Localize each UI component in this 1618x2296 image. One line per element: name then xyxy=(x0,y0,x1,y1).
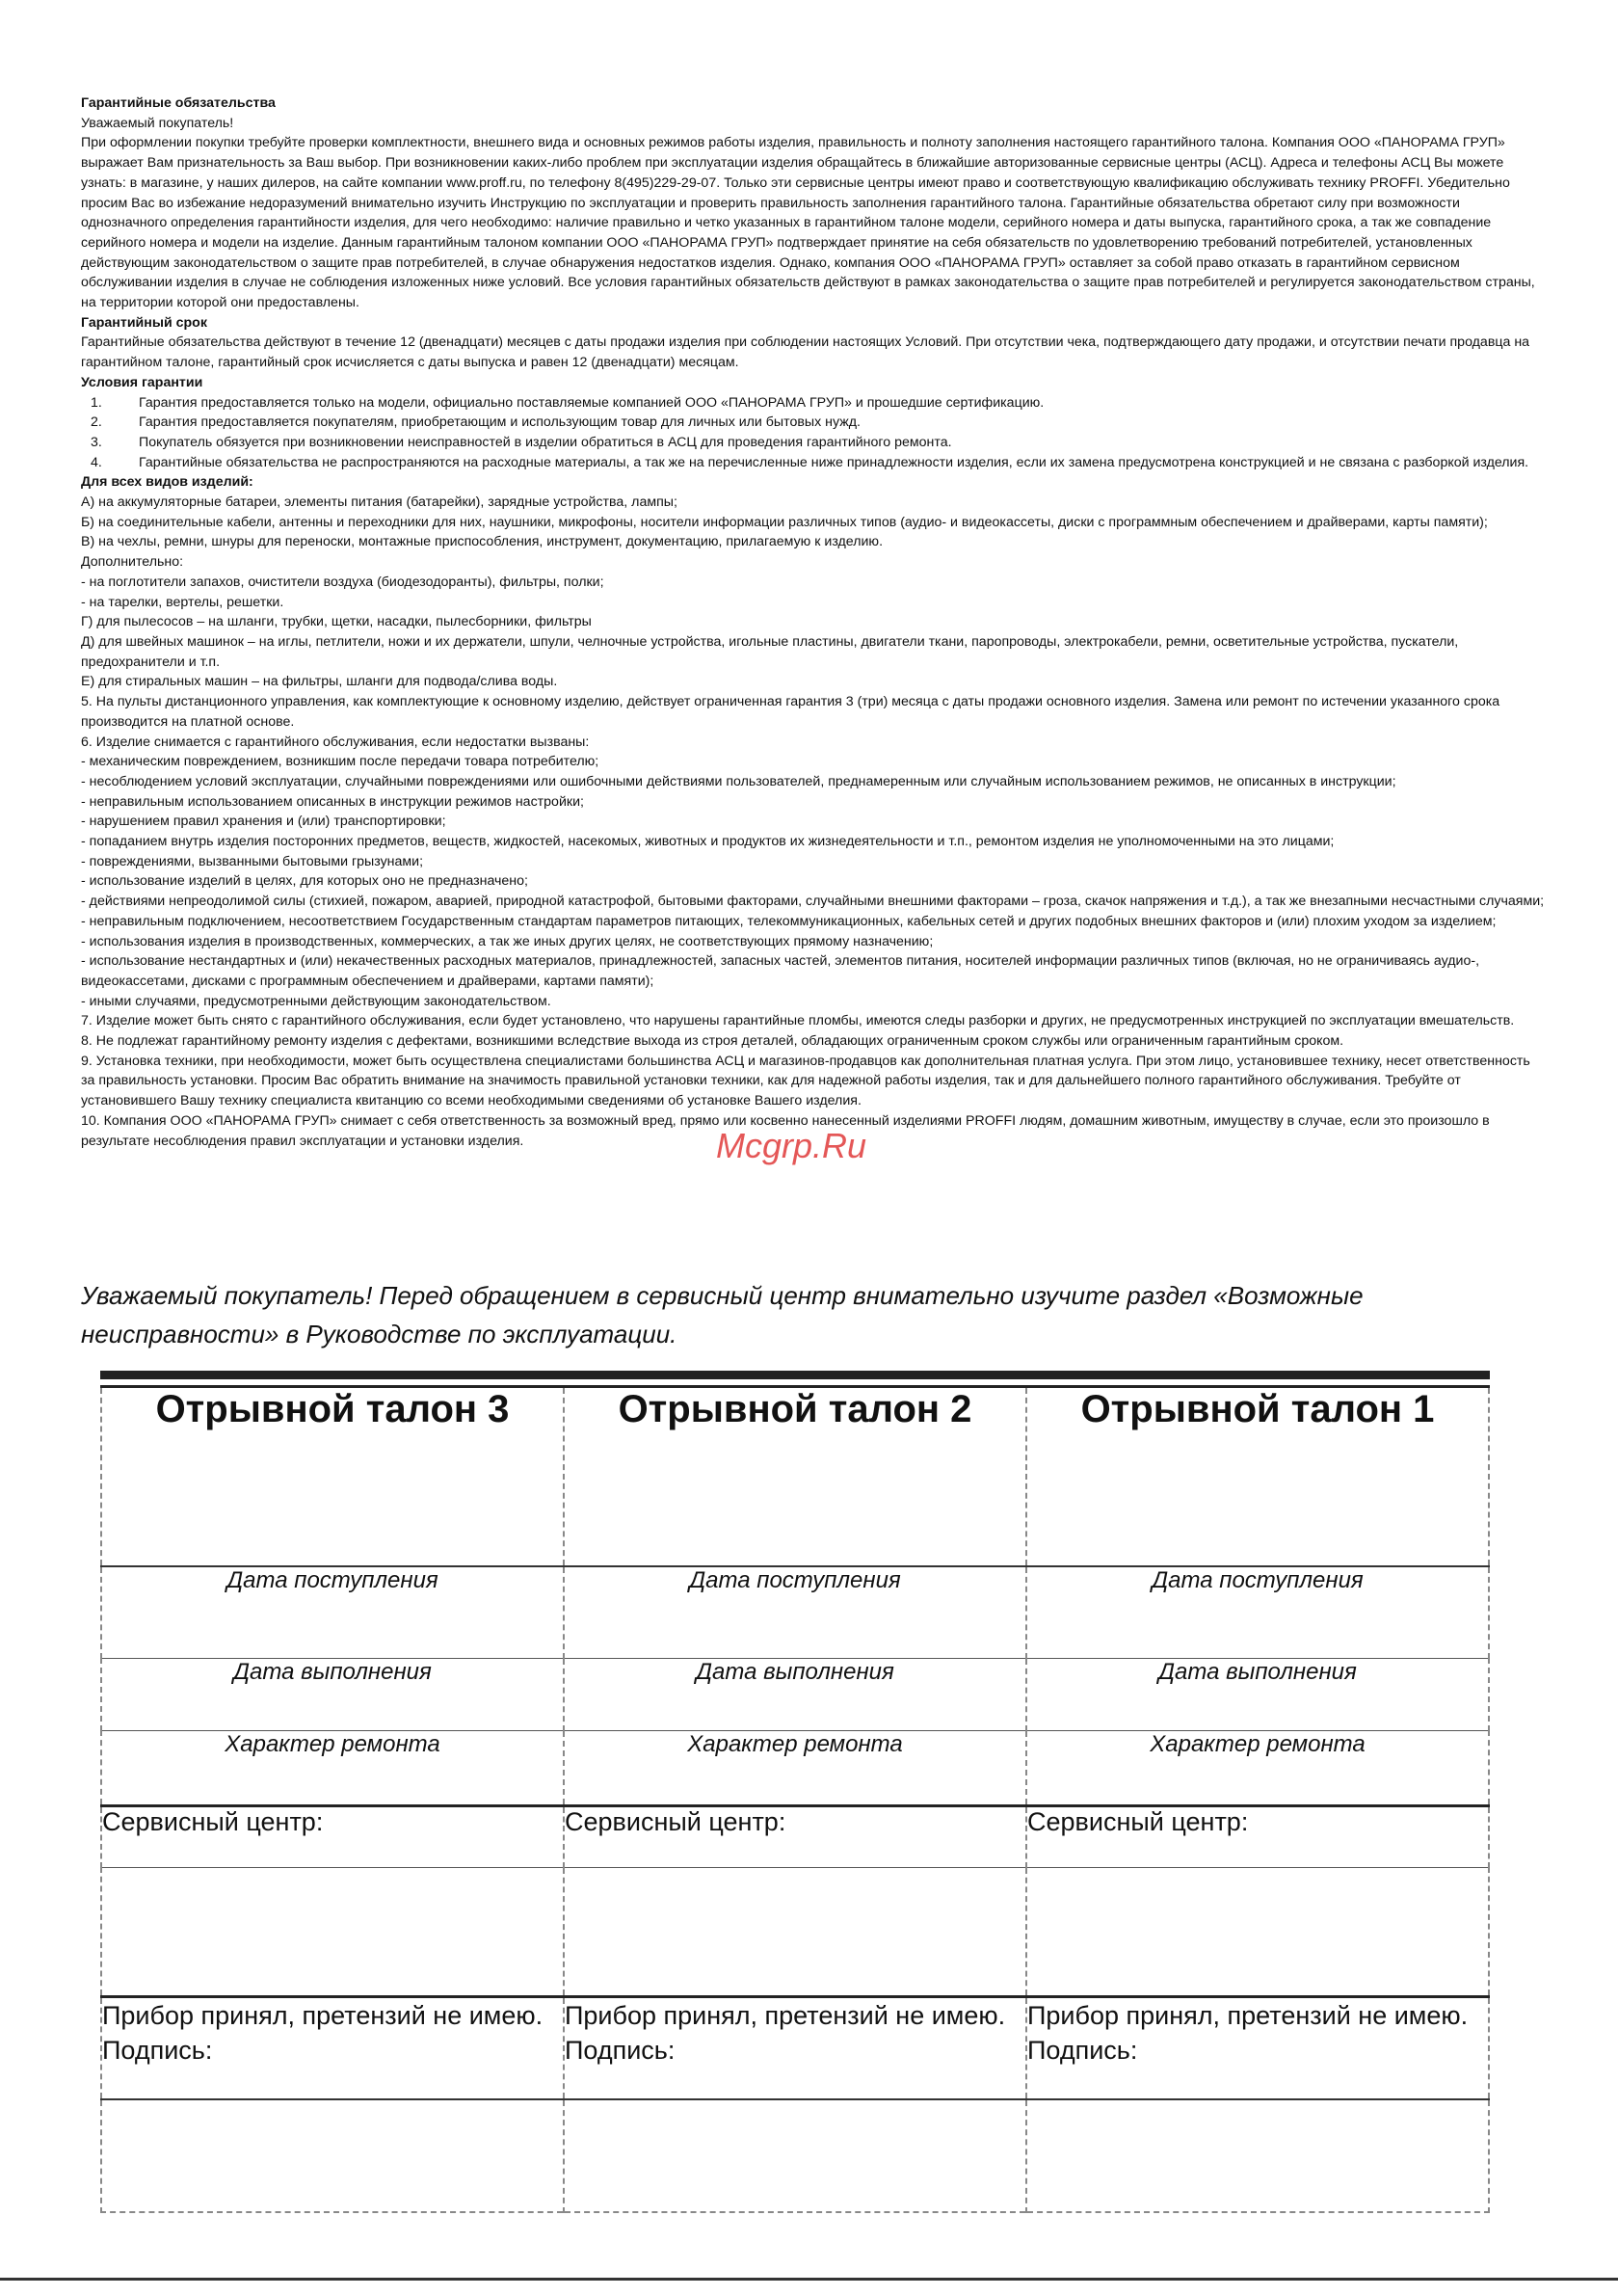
terms-line: - неправильным подключением, несоответствием Государственным стандартам параметров питающих, телекоммуникационных, кабельных сетей и других подобных внешних факторов и (или) плохим уходом за изделием; xyxy=(81,913,1497,929)
page-bottom-rule xyxy=(0,2278,1618,2281)
terms-line: - на тарелки, вертелы, решетки. xyxy=(81,594,284,610)
coupon-2-title: Отрывной талон 2 xyxy=(564,1388,1026,1566)
terms-line: - иными случаями, предусмотренными действующим законодательством. xyxy=(81,993,551,1009)
coupon-3-service-field[interactable] xyxy=(101,1868,564,1997)
terms-line: 5. На пульты дистанционного управления, как комплектующие к основному изделию, действует ограниченная гарантия 3 (три) месяца с даты продажи основного изделия. Замена или ремонт по истечении указанного срока производится на платной основе. xyxy=(81,694,1500,730)
coupon-1-repair-type: Характер ремонта xyxy=(1026,1731,1489,1806)
terms-line: Е) для стиральных машин – на фильтры, шланги для подвода/слива воды. xyxy=(81,674,558,690)
condition-text: Гарантия предоставляется покупателям, приобретающим и использующим товар для личных или бытовых нужд. xyxy=(139,414,861,431)
terms-line: 9. Установка техники, при необходимости, может быть осуществлена специалистами большинства АСЦ и магазинов-продавцов как дополнительная платная услуга. При этом лицо, установившее технику, несет ответственность за правильность установки. Просим Вас обратить внимание на значимость правильной установки техники, как для надежной работы изделия, так и для дальнейшего полного гарантийного обслуживания. Требуйте от установившего Вашу технику специалиста квитанцию со всеми необходимыми сведениями об установке Вашего изделия. xyxy=(81,1053,1530,1109)
coupon-2-date-received: Дата поступления xyxy=(564,1566,1026,1659)
coupons-top-divider xyxy=(100,1379,1490,1388)
condition-number: 4. xyxy=(91,454,102,470)
terms-line: - нарушением правил хранения и (или) транспортировки; xyxy=(81,814,446,830)
tear-off-coupons xyxy=(100,1371,1490,2213)
warranty-terms xyxy=(81,93,1546,1151)
condition-number: 1. xyxy=(91,394,102,411)
terms-line: - механическим повреждением, возникшим после передачи товара потребителю; xyxy=(81,754,599,770)
condition-item xyxy=(81,393,1546,414)
terms-line: В) на чехлы, ремни, шнуры для переноски, монтажные приспособления, инструмент, документацию, прилагаемую к изделию. xyxy=(81,534,884,550)
terms-line: - попаданием внутрь изделия посторонних предметов, веществ, жидкостей, насекомых, животных и продуктов их жизнедеятельности и т.п., ремонтом изделия не уполномоченными на это лицами; xyxy=(81,834,1335,850)
coupon-3-signature-field[interactable] xyxy=(101,2099,564,2212)
condition-item xyxy=(81,453,1546,473)
coupon-3-repair-type: Характер ремонта xyxy=(101,1731,564,1806)
terms-lines xyxy=(81,493,1546,1151)
condition-text: Покупатель обязуется при возникновении неисправностей в изделии обратиться в АСЦ для проведения гарантийного ремонта. xyxy=(139,434,952,450)
coupon-3-date-received: Дата поступления xyxy=(101,1566,564,1659)
terms-line: - на поглотители запахов, очистители воздуха (биодезодоранты), фильтры, полки; xyxy=(81,574,604,590)
terms-line: - использование изделий в целях, для которых оно не предназначено; xyxy=(81,873,528,890)
terms-line: - неправильным использованием описанных в инструкции режимов настройки; xyxy=(81,793,584,810)
terms-line: Дополнительно: xyxy=(81,554,184,571)
customer-notice: Уважаемый покупатель! Перед обращением в сервисный центр внимательно изучите раздел «Возможные неисправности» в Руководстве по эксплуатации. xyxy=(81,1281,1364,1348)
terms-line: Б) на соединительные кабели, антенны и переходники для них, наушники, микрофоны, носители информации различных типов (аудио- и видеокассеты, диски с программным обеспечением и драйверами, карты памяти); xyxy=(81,514,1488,530)
condition-item xyxy=(81,413,1546,433)
coupon-1-signature-label: Прибор принял, претензий не имею. Подпись: xyxy=(1026,1997,1489,2100)
terms-line: 6. Изделие снимается с гарантийного обслуживания, если недостатки вызваны: xyxy=(81,734,590,750)
terms-greeting: Уважаемый покупатель! xyxy=(81,115,234,131)
terms-line: 10. Компания ООО «ПАНОРАМА ГРУП» снимает с себя ответственность за возможный вред, прямо или косвенно нанесенный изделиями PROFFI людям, домашним животным, имуществу в случае, если это произошло в результате несоблюдения правил эксплуатации и установки изделия. xyxy=(81,1112,1490,1149)
coupon-1-title: Отрывной талон 1 xyxy=(1026,1388,1489,1566)
coupon-1-date-completed: Дата выполнения xyxy=(1026,1659,1489,1731)
coupon-2-signature-label: Прибор принял, претензий не имею. Подпись: xyxy=(564,1997,1026,2100)
warranty-period-text: Гарантийные обязательства действуют в течение 12 (двенадцати) месяцев с даты продажи изделия при соблюдении настоящих Условий. При отсутствии чека, подтверждающего дату продажи, и отсутствии печати продавца на гарантийном талоне, гарантийный срок исчисляется с даты выпуска и равен 12 (двенадцати) месяцам. xyxy=(81,334,1530,371)
terms-line: - действиями непреодолимой силы (стихией, пожаром, аварией, природной катастрофой, бытовыми факторами, случайными внешними факторами – гроза, скачок напряжения и т.д.), а так же внезапными несчастными случаями; xyxy=(81,894,1545,910)
terms-line: 8. Не подлежат гарантийному ремонту изделия с дефектами, возникшими вследствие выхода из строя деталей, обладающих ограниченным сроком службы или ограниченным гарантийным сроком. xyxy=(81,1033,1344,1050)
terms-line: - использование нестандартных и (или) некачественных расходных материалов, принадлежностей, запасных частей, элементов питания, носителей информации различных типов (включая, но не ограничиваясь аудио-, видеокассетами, дисками с программным обеспечением и драйверами, картами памяти); xyxy=(81,953,1480,989)
condition-item xyxy=(81,433,1546,453)
terms-line: - несоблюдением условий эксплуатации, случайными повреждениями или ошибочными действиями пользователей, преднамеренным или случайным использованием режимов, не описанных в инструкции; xyxy=(81,773,1396,789)
condition-number: 3. xyxy=(91,434,102,450)
condition-text: Гарантия предоставляется только на модели, официально поставляемые компанией ООО «ПАНОРАМА ГРУП» и прошедшие сертификацию. xyxy=(139,394,1045,411)
terms-line: Г) для пылесосов – на шланги, трубки, щетки, насадки, пылесборники, фильтры xyxy=(81,614,592,630)
coupon-3-signature-label: Прибор принял, претензий не имею. Подпись: xyxy=(101,1997,564,2100)
watermark: Mcgrp.Ru xyxy=(716,1126,867,1165)
conditions-list xyxy=(81,393,1546,473)
coupon-1-signature-field[interactable] xyxy=(1026,2099,1489,2212)
terms-intro: При оформлении покупки требуйте проверки комплектности, внешнего вида и основных режимов работы изделия, правильность и полноту заполнения настоящего гарантийного талона. Компания ООО «ПАНОРАМА ГРУП» выражает Вам признательность за Ваш выбор. При возникновении каких-либо проблем при эксплуатации изделия обращайтесь в ближайшие авторизованные сервисные центры (АСЦ). Адреса и телефоны АСЦ Вы можете узнать: в магазине, у наших дилеров, на сайте компании www.proff.ru, по телефону 8(495)229-29-07. Только эти сервисные центры имеют право и соответствующую квалификацию обслуживать технику PROFFI. Убедительно просим Вас во избежание недоразумений внимательно изучить Инструкцию по эксплуатации и проверить правильность заполнения гарантийного талона. Гарантийные обязательства обретают силу при возможности однозначного определения гарантийности изделия, для чего необходимо: наличие правильно и четко указанных в гарантийном талоне модели, серийного номера и даты выпуска, гарантийного срока, а так же совпадение серийного номера и модели на изделие. Данным гарантийным талоном компании ООО «ПАНОРАМА ГРУП» подтверждает принятие на себя обязательств по удовлетворению требований потребителей, установленных действующим законодательством о защите прав потребителей, в случае обнаружения недостатков изделия. Однако, компания ООО «ПАНОРАМА ГРУП» оставляет за собой право отказать в гарантийном сервисном обслуживании изделия в случае не соблюдения изложенных ниже условий. Все условия гарантийных обязательств действуют в рамках законодательства о защите прав потребителей и регулируется законодательством страны, на территории которой они предоставлены. xyxy=(81,135,1535,311)
condition-number: 2. xyxy=(91,414,102,431)
terms-line: - использования изделия в производственных, коммерческих, а так же иных других целях, не соответствующих прямому назначению; xyxy=(81,933,934,949)
terms-title: Гарантийные обязательства xyxy=(81,95,276,111)
coupon-3-service-center: Сервисный центр: xyxy=(101,1806,564,1868)
terms-line: 7. Изделие может быть снято с гарантийного обслуживания, если будет установлено, что нарушены гарантийные пломбы, имеются следы разборки и других, не предусмотренных инструкцией по эксплуатации вмешательств. xyxy=(81,1013,1515,1029)
terms-line: А) на аккумуляторные батареи, элементы питания (батарейки), зарядные устройства, лампы; xyxy=(81,494,677,511)
coupon-3-date-completed: Дата выполнения xyxy=(101,1659,564,1731)
coupon-2-signature-field[interactable] xyxy=(564,2099,1026,2212)
coupon-table xyxy=(100,1388,1490,2213)
coupon-2-service-center: Сервисный центр: xyxy=(564,1806,1026,1868)
condition-text: Гарантийные обязательства не распространяются на расходные материалы, а так же на перечисленные ниже принадлежности изделия, если их замена предусмотрена конструкцией и не связана с разборкой изделия. xyxy=(139,454,1529,470)
coupon-3-title: Отрывной талон 3 xyxy=(101,1388,564,1566)
coupon-1-service-center: Сервисный центр: xyxy=(1026,1806,1489,1868)
all-types-title: Для всех видов изделий: xyxy=(81,474,253,491)
coupon-1-service-field[interactable] xyxy=(1026,1868,1489,1997)
terms-line: Д) для швейных машинок – на иглы, петлители, ножи и их держатели, шпули, челночные устройства, игольные пластины, двигатели ткани, паропроводы, электрокабели, ремни, осветительные устройства, пускатели, предохранители и т.п. xyxy=(81,633,1459,670)
warranty-period-title: Гарантийный срок xyxy=(81,314,207,331)
coupon-1-date-received: Дата поступления xyxy=(1026,1566,1489,1659)
conditions-title: Условия гарантии xyxy=(81,374,203,390)
terms-line: - повреждениями, вызванными бытовыми грызунами; xyxy=(81,853,424,869)
coupon-2-repair-type: Характер ремонта xyxy=(564,1731,1026,1806)
coupon-2-service-field[interactable] xyxy=(564,1868,1026,1997)
coupon-2-date-completed: Дата выполнения xyxy=(564,1659,1026,1731)
